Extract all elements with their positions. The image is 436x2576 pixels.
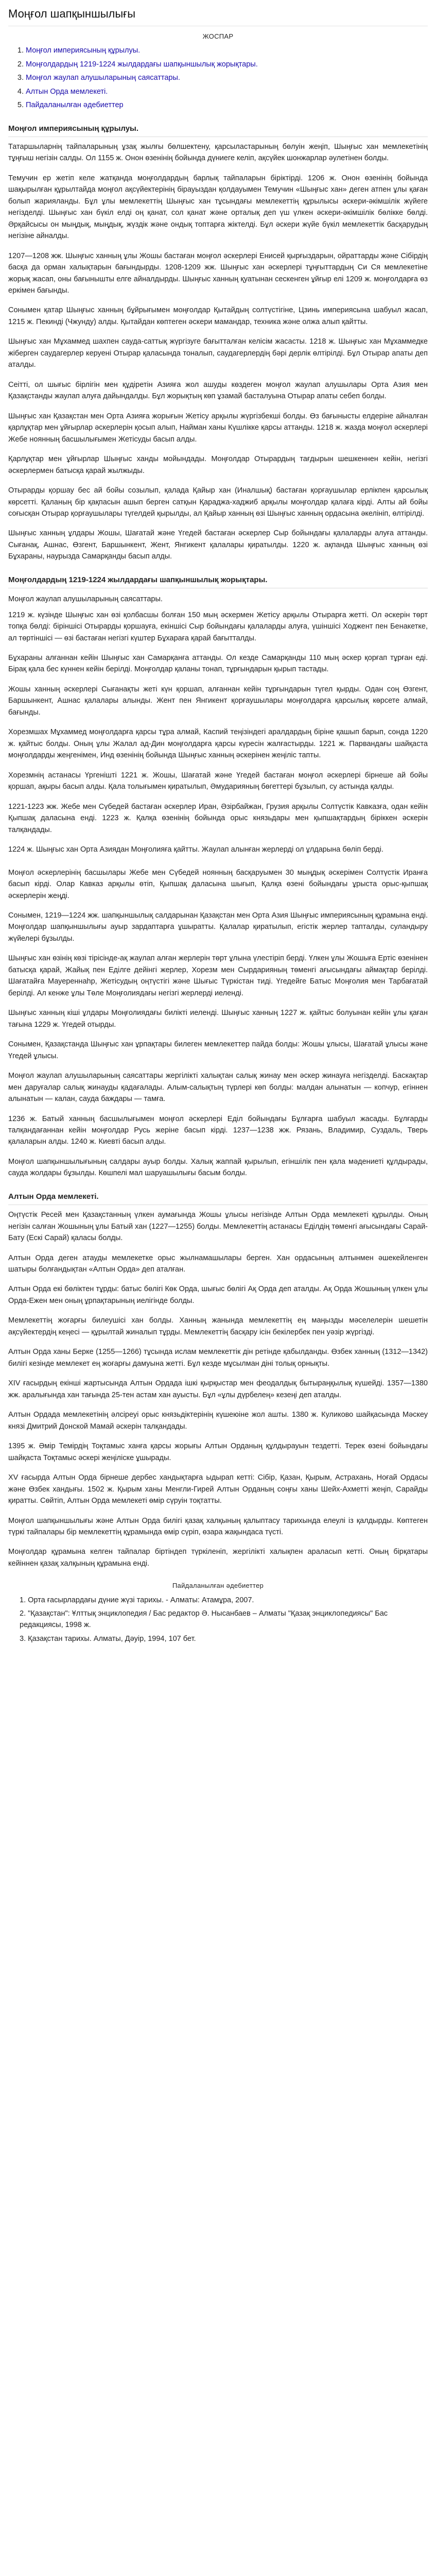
paragraph: Оңтүстік Ресей мен Қазақстанның үлкен аумағында Жошы ұлысы негізінде Алтын Орда мемлекеті құрылды. Оның негізін салған Жошының ұлы Батый хан (1227—1255) болды. Мемлекеттің астанасы Еділдің төменгі ағысындағы Сарай-Бату (Ескі Сарай) қаласы болды. (8, 1211, 428, 1243)
paragraph: Қарлұқтар мен ұйғырлар Шыңғыс ханды мойындады. Моңғолдар Отырардың тағдырын шешкеннен кейін, негізгі әскерлермен батысқа қарай жылжыды. (8, 455, 428, 475)
toc-item (26, 72, 428, 83)
section-heading: Моңғол империясының құрылуы. (8, 123, 428, 137)
toc-item (26, 59, 428, 70)
paragraph: 1219 ж. күзінде Шыңғыс хан өзі қолбасшы болған 150 мың әскермен Жетісу арқылы Отырарға жетті. Ол әскерін төрт топқа бөлді: біріншісі Отырарды қоршауға, екіншісі Сыр бойындағы қалаларды алуға, үшіншісі Ходжент пен Бенакетке, ал төртіншісі — өзі бастаған негізгі күштер Бұхараға қарай бағытталды. (8, 611, 428, 642)
section-heading: Алтын Орда мемлекеті. (8, 1191, 428, 1205)
table-of-contents (8, 31, 428, 111)
section-references (8, 1581, 428, 1645)
toc-link-4[interactable]: Алтын Орда мемлекеті. (26, 87, 108, 96)
paragraph: Шыңғыс хан Мұхаммед шахпен сауда-саттық жүргізуге бағытталған келісім жасасты. 1218 ж. Шыңғыс хан Мұхаммедке жіберген саудагерлер керуені Отырар қаласында тоналып, саудагерлердің бәрі дерлік өлтірілді. Бұл Отырар апаты деп аталды. (8, 337, 428, 369)
section-heading: Моңғолдардың 1219-1224 жылдардағы шапқыншылық жорықтары. (8, 574, 428, 588)
paragraph: Мемлекеттің жоғарғы билеушісі хан болды. Ханның жанында мемлекеттің ең маңызды мәселелерін шешетін ақсүйектердің кеңесі — құрылтай жиналып тұрды. Мемлекеттің басқару ісін бекілербек пен уәзір жүргізді. (8, 1316, 428, 1336)
section-conqueror-policies (8, 867, 428, 1179)
paragraph: Алтын Ордада мемлекетінің әлсіреуі орыс князьдіктерінің күшеюіне жол ашты. 1380 ж. Куликово шайқасында Мәскеу князі Дмитрий Донской Мамай әскерін талқандады. (8, 1411, 428, 1431)
paragraph: Моңғол жаулап алушыларының саясаттары жергілікті халықтан салық жинау мен әскер жинауға негізделді. Баскақтар мен даруғалар салық жинауды қадағалады. Алым-салықтың түрлері көп болды: малдан алынатын — копчур, егіннен алынатын — калан, сауда баждары — тамға. (8, 1072, 428, 1104)
section-golden-horde (8, 1191, 428, 1570)
references-list (8, 1595, 428, 1645)
toc-item (26, 45, 428, 56)
toc-link-1[interactable]: Моңғол империясының құрылуы. (26, 46, 141, 55)
toc-item (26, 86, 428, 97)
paragraph: Моңғол шапқыншылығының салдары ауыр болды. Халық жаппай қырылып, егіншілік пен қала мәдениеті құлдырады, сауда жолдары бұзылды. Көшпелі мал шаруашылығы басым болды. (8, 1157, 428, 1178)
toc-link-2[interactable]: Моңғолдардың 1219-1224 жылдардағы шапқыншылық жорықтары. (26, 60, 258, 69)
references-heading: Пайдаланылған әдебиеттер (172, 1582, 264, 1590)
toc-list (8, 45, 428, 111)
paragraph: Шыңғыс хан Қазақстан мен Орта Азияға жорығын Жетісу арқылы жүргізбекші болды. Өз бағынысты елдеріне айналған қарлұқтар мен ұйғырлар әскерлерін қосып алып, Найман ханы Күшлікке қарсы аттанды. 1218 ж. жазда моңғол әскерлері Жебе ноянның басшылығымен Жетісуды басып алды. (8, 412, 428, 444)
paragraph: 1224 ж. Шыңғыс хан Орта Азиядан Моңғолияға қайтты. Жаулап алынған жерлерді ол ұлдарына бөліп берді. (8, 845, 383, 854)
reference-item: 1. Орта ғасырлардағы дүние жүзі тарихы. - Алматы: Атамұра, 2007. (20, 1596, 254, 1604)
paragraph: 1395 ж. Әмір Темірдің Тоқтамыс ханға қарсы жорығы Алтын Орданың құлдырауын тездетті. Терек өзені бойындағы шайқаста Тоқтамыс әскері жеңіліске ұшырады. (8, 1442, 428, 1462)
paragraph: Сеітті, ол шығыс бірлігін мен құдіретін Азияға жол ашуды көздеген моңғол жаулап алушылары Орта Азия мен Қазақстанды жаулап алуға дайындалды. Бұл жорықтың көп ұзамай басталуына Отырар апаты себеп болды. (8, 380, 428, 401)
paragraph: Шыңғыс ханның ұлдары Жошы, Шағатай және Үгедей бастаған әскерлер Сыр бойындағы қалаларды алуға аттанды. Сығанақ, Ашнас, Өзгент, Баршынкент, Жент, Янгикент қалалары қиратылды. 1220 ж. ақпанда Шыңғыс ханның өзі Бұхараны, наурызда Самарқанды басып алды. (8, 529, 428, 561)
paragraph: 1221-1223 жж. Жебе мен Сүбедей бастаған әскерлер Иран, Әзірбайжан, Грузия арқылы Солтүстік Кавказға, одан кейін Қыпшақ даласына енді. 1223 ж. Қалқа өзенінің бойында орыс князьдары мен қыпшақтардың біріккен әскерін талқандады. (8, 802, 428, 834)
toc-heading: ЖОСПАР (202, 32, 234, 41)
paragraph: Моңғол әскерлерінің басшылары Жебе мен Сүбедей ноянның басқаруымен 30 мыңдық әскерімен Солтүстік Иранға басып кірді. Олар Кавказ арқылы өтіп, Қыпшақ даласына шығып, Қалқа өзені бойындағы ұрыста орыс-қыпшақ әскерлерін жеңді. (8, 868, 428, 900)
toc-link-3[interactable]: Моңғол жаулап алушыларының саясаттары. (26, 74, 180, 82)
paragraph: Хорезмшах Мұхаммед моңғолдарға қарсы тұра алмай, Каспий теңізіндегі аралдардың біріне қашып барып, сонда 1220 ж. қайтыс болды. Оның ұлы Жалал ад-Дин моңғолдарға қарсы күресін жалғастырды. 1221 ж. Парвандағы шайқаста моңғолдарды жеңгенімен, Инд өзенінің бойында Шыңғыс ханның әскерінен жеңіліс тапты. (8, 728, 428, 760)
paragraph: XIV ғасырдың екінші жартысында Алтын Ордада ішкі қырқыстар мен феодалдық бытыраңқылық күшейді. 1357—1380 жж. аралығында хан тағында 25-тен астам хан ауысты. Бұл «ұлы дүрбелең» кезеңі деп аталды. (8, 1379, 428, 1399)
reference-item: 2. "Қазақстан": Ұлттық энциклопедия / Бас редактор Ә. Нысанбаев – Алматы "Қазақ энциклопедиясы" Бас редакциясы, 1998 ж. (20, 1609, 388, 1630)
paragraph: Бұхараны алғаннан кейін Шыңғыс хан Самарқанға аттанды. Ол кезде Самарқанды 110 мың әскер қорғап тұрған еді. Бірақ қала бес күннен кейін берілді. Моңғолдар қаланы тонап, тұрғындарын қырып тастады. (8, 654, 428, 674)
paragraph: Сонымен қатар Шыңғыс ханның бұйрығымен моңғолдар Қытайдың солтүстігіне, Цзинь империясына шабуыл жасап, 1215 ж. Пекинді (Чжунду) алды. Қытайдан көптеген әскери мамандар, техника және олжа алып қайтты. (8, 306, 428, 326)
paragraph: 1236 ж. Батый ханның басшылығымен моңғол әскерлері Еділ бойындағы Бұлғарға шабуыл жасады. Бұлғарды талқандағаннан кейін моңғолдар Русь жеріне басып кірді. 1237—1238 жж. Рязань, Владимир, Суздаль, Тверь қалаларын алды. 1240 ж. Киевті басып алды. (8, 1114, 428, 1146)
paragraph: Алтын Орда ханы Берке (1255—1266) тұсында ислам мемлекеттік дін ретінде қабылданды. Өзбек ханның (1312—1342) билігі кезінде мемлекет ең жоғарғы дамуына жетті. Бұл кезде мұсылман діні толық орнықты. (8, 1348, 428, 1368)
paragraph: Алтын Орда деген атауды мемлекетке орыс жылнамашылары берген. Хан ордасының алтынмен әшекейленген шатыры болғандықтан «Алтын Орда» деп аталған. (8, 1253, 428, 1274)
paragraph: Жошы ханның әскерлері Сығанақты жеті күн қоршап, алғаннан кейін тұрғындарын түгел қырды. Одан соң Өзгент, Баршынкент, Ашнас қалалары алынды. Жент пен Янгикент қорғаушылары моңғолдарға қарсылық көрсете алмай, бағынды. (8, 685, 428, 717)
sub-heading: Моңғол жаулап алушыларының саясаттары. (8, 595, 163, 604)
paragraph: Отырарды қоршау бес ай бойы созылып, қалада Қайыр хан (Иналшық) бастаған қорғаушылар ерлікпен қарсылық көрсетті. Қаланың бір қақпасын ашып берген сатқын Қараджа-хаджиб арқылы моңғолдар қалаға кірді. Алты ай бойы соғысқан Отырар қорғаушылары түгелдей қырылды, ал Қайыр ханның өзі Шыңғыс ханның ордасына әкелініп, өлтірілді. (8, 486, 428, 518)
paragraph: 1207—1208 жж. Шыңғыс ханның ұлы Жошы бастаған моңғол әскерлері Енисей қырғыздарын, ойраттарды және Сібірдің басқа да орман халықтарын бағындырды. 1208-1209 жж. Шыңғыс хан әскерлері тұңғыттардың Си Ся мемлекетіне жорық жасап, оны бағынышты елге айналдырды. Шыңғыс ханның қуатынан сескенген ұйғыр елі 1209 ж. моңғолдарға өз еркімен бағынды. (8, 251, 428, 295)
toc-link-5[interactable]: Пайдаланылған әдебиеттер (26, 101, 124, 110)
paragraph: Моңғол шапқыншылығы және Алтын Орда билігі қазақ халқының қалыптасу тарихында елеулі із қалдырды. Көптеген түркі тайпалары бір мемлекеттің құрамында өмір сүріп, өзара жақындаса түсті. (8, 1516, 428, 1536)
paragraph: Темучин ер жетіп келе жатқанда моңғолдардың барлық тайпаларын біріктірді. 1206 ж. Онон өзенінің бойында шақырылған құрылтайда моңғол ақсүйектерінің бірауыздан қолдауымен Темучин «Шыңғыс хан» деген атпен ұлы қаған болып жарияланды. Бұл ұлы мемлекеттің Шыңғыс хан тұсындағы мемлекеттің құрылысы әскери-әкімшілік жүйеге негізделді. Шыңғыс хан бүкіл елді оң қанат, сол қанат және орталық деп үш үлкен әскери-әкімшілік бөлікке бөлді. Әрқайсысы он мыңдық, мыңдық, жүздік және ондық топтарға жіктелді. Бұл әскери жүйе бүкіл мемлекеттік басқарудың негізіне айналды. (8, 174, 428, 241)
paragraph: XV ғасырда Алтын Орда бірнеше дербес хандықтарға ыдырап кетті: Сібір, Қазан, Қырым, Астрахань, Ноғай Ордасы және Өзбек хандығы. 1502 ж. Қырым ханы Менгли-Гирей Алтын Орданың соңғы ханы Шейх-Ахметті жеңіп, Сарайды қиратты. Сөйтіп, Алтын Орда мемлекеті өмір сүруін тоқтатты. (8, 1473, 428, 1505)
paragraph: Сонымен, 1219—1224 жж. шапқыншылық салдарынан Қазақстан мен Орта Азия Шыңғыс империясының құрамына енді. Моңғолдар шапқыншылығы ауыр зардаптарға ұшыратты. Қалалар қиратылып, егістік жерлер тапталды, суландыру жүйелері бұзылды. (8, 911, 428, 943)
toc-item (26, 99, 428, 111)
reference-item: 3. Қазақстан тарихы. Алматы, Дәуір, 1994, 107 бет. (20, 1634, 196, 1643)
paragraph: Сонымен, Қазақстанда Шыңғыс хан ұрпақтары билеген мемлекеттер пайда болды: Жошы ұлысы, Шағатай ұлысы және Үгедей ұлысы. (8, 1040, 428, 1060)
paragraph: Моңғолдар құрамына келген тайпалар біртіндеп түркіленіп, жергілікті халықпен араласып кетті. Оның бірқатары кейіннен қазақ халқының құрамына енді. (8, 1548, 428, 1568)
paragraph: Татаршыларнің тайпаларының ұзақ жылғы бөлшектену, қарсыластарының бөлуін жеңіп, Шыңғыс хан мемлекетінің тұңғыш негізін салды. Ол 1155 ж. Онон өзенінің бойында дүниеге келіп, ақсүйек шонжарлар әулетінен болды. (8, 142, 428, 163)
section-mongol-empire (8, 123, 428, 563)
page-title: Моңғол шапқыншылығы (8, 5, 428, 26)
paragraph: Алтын Орда екі бөліктен тұрды: батыс бөлігі Көк Орда, шығыс бөлігі Ақ Орда деп аталды. Ақ Орда Жошының үлкен ұлы Орда-Ежен мен оның ұрпақтарының иелігінде болды. (8, 1285, 428, 1305)
paragraph: Шыңғыс ханның кіші ұлдары Моңғолиядағы билікті иеленді. Шыңғыс ханның 1227 ж. қайтыс болуынан кейін ұлы қаған тағына 1229 ж. Үгедей отырды. (8, 1009, 428, 1029)
paragraph: Хорезмнің астанасы Үргенішті 1221 ж. Жошы, Шағатай және Үгедей бастаған моңғол әскерлері бірнеше ай бойы қоршап, ақыры басып алды. Қала толығымен қиратылып, Әмударияның бөгеттері бұзылып, су астында қалды. (8, 771, 428, 791)
section-invasion-campaigns (8, 574, 428, 856)
paragraph: Шыңғыс хан өзінің көзі тірісінде-ақ жаулап алған жерлерін төрт ұлына үлестіріп берді. Үлкен ұлы Жошыға Ертіс өзенінен батысқа қарай, Жайық пен Еділге дейінгі жерлер, Хорезм мен Сырдарияның төменгі ағысындағы аймақтар берілді. Шағатайға Мауереннаһр, Жетісудың оңтүстігі және Шығыс Түркістан тиді. Үгедейге Батыс Моңғолия мен Тарбағатай берілді. Ал кенже ұлы Төле Моңғолиядағы негізгі жерлерді иеленді. (8, 954, 428, 997)
